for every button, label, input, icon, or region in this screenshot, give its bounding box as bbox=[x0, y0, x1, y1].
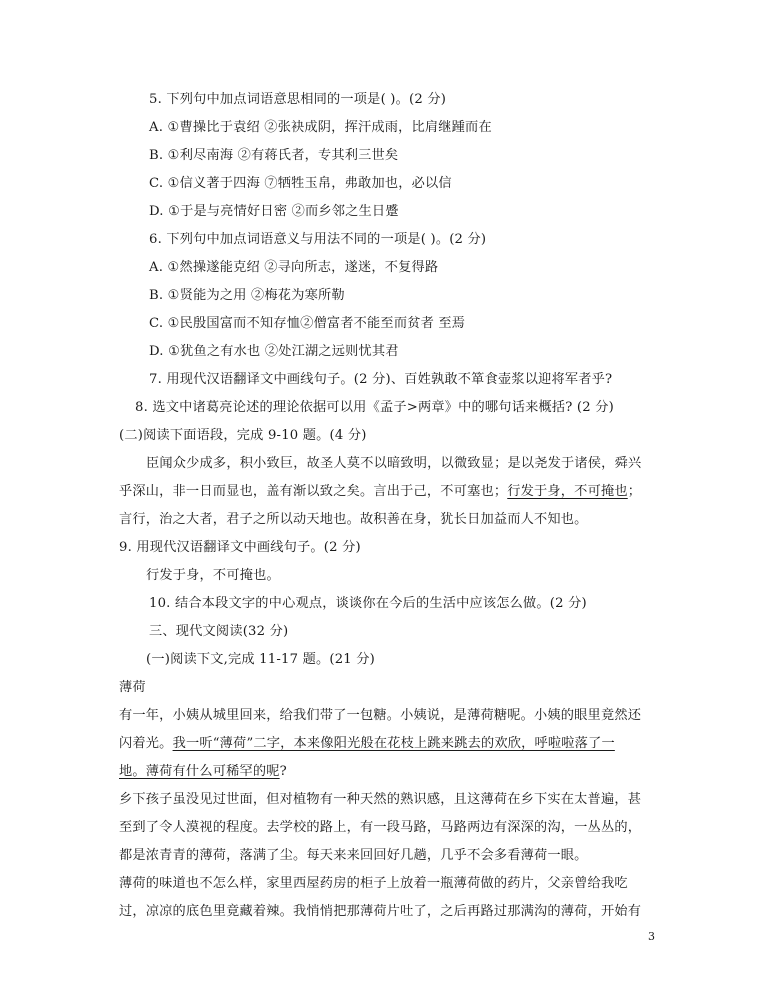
question-10: 10. 结合本段文字的中心观点，谈谈你在今后的生活中应该怎么做。(2 分) bbox=[149, 596, 587, 611]
question-5-option-a: A. ①曹操比于袁绍 ②张袂成阴，挥汗成雨，比肩继踵而在 bbox=[149, 120, 492, 135]
article-text: 闪着光。 bbox=[119, 736, 173, 751]
article-line-8: 过，凉凉的底色里竟藏着辣。我悄悄把那薄荷片吐了，之后再路过那满沟的薄荷，开始有 bbox=[119, 904, 642, 919]
question-6-option-a: A. ①然操遂能克绍 ②寻向所志，遂迷，不复得路 bbox=[149, 260, 439, 275]
question-8: 8. 选文中诸葛亮论述的理论依据可以用《孟子>两章》中的哪句话来概括? (2 分) bbox=[135, 400, 614, 415]
article-line-6: 都是浓青青的薄荷，落满了尘。每天来来回回好几趟，几乎不会多看薄荷一眼。 bbox=[119, 848, 588, 863]
passage-line-3: 言行，治之大者，君子之所以动天地也。故积善在身，犹长日加益而人不知也。 bbox=[119, 512, 588, 527]
article-line-2 bbox=[119, 735, 615, 753]
question-5-option-c: C. ①信义著于四海 ⑦牺牲玉帛，弗敢加也，必以信 bbox=[149, 176, 452, 191]
article-line-7: 薄荷的味道也不怎么样，家里西屋药房的柜子上放着一瓶薄荷做的药片，父亲曾给我吃 bbox=[119, 876, 628, 891]
question-6-option-b: B. ①贤能为之用 ②梅花为寒所勒 bbox=[149, 288, 345, 303]
article-line-1: 有一年，小姨从城里回来，给我们带了一包糖。小姨说，是薄荷糖呢。小姨的眼里竟然还 bbox=[119, 708, 642, 723]
question-5-option-b: B. ①利尽南海 ②有蒋氏者，专其利三世矣 bbox=[149, 148, 399, 163]
article-line-5: 至到了令人漠视的程度。去学校的路上，有一段马路，马路两边有深深的沟，一丛丛的， bbox=[119, 820, 642, 835]
passage-line-2 bbox=[119, 483, 641, 501]
underlined-sentence: 行发于身，不可掩也 bbox=[507, 484, 628, 499]
question-6: 6. 下列句中加点词语意义与用法不同的一项是( )。(2 分) bbox=[149, 232, 487, 247]
punctuation: ? bbox=[279, 764, 287, 779]
underlined-sentence: 我一听“薄荷”二字，本来像阳光般在花枝上跳来跳去的欢欣，呼啦啦落了一 bbox=[172, 736, 615, 751]
question-6-option-c: C. ①民殷国富而不知存恤②僧富者不能至而贫者 至焉 bbox=[149, 316, 466, 331]
question-6-option-d: D. ①犹鱼之有水也 ②处江湖之远则忧其君 bbox=[149, 344, 399, 359]
question-9-sentence: 行发于身，不可掩也。 bbox=[146, 568, 280, 583]
section-3-heading: 三、现代文阅读(32 分) bbox=[149, 624, 289, 639]
page-number: 3 bbox=[648, 930, 655, 943]
article-line-4: 乡下孩子虽没见过世面，但对植物有一种天然的熟识感，且这薄荷在乡下实在太普遍，甚 bbox=[119, 792, 642, 807]
question-5-option-d: D. ①于是与亮情好日密 ②而乡邻之生日蹙 bbox=[149, 204, 399, 219]
section-2-heading: (二)阅读下面语段，完成 9-10 题。(4 分) bbox=[119, 428, 367, 443]
passage-line-1: 臣闻众少成多，积小致巨，故圣人莫不以暗致明，以微致显；是以尧发于诸侯，舜兴 bbox=[146, 456, 642, 471]
question-9: 9. 用现代汉语翻译文中画线句子。(2 分) bbox=[119, 540, 361, 555]
passage-text: 乎深山，非一日而显也，盖有渐以致之矣。言出于己，不可塞也； bbox=[119, 484, 508, 499]
article-title: 薄荷 bbox=[119, 680, 146, 695]
article-line-3 bbox=[119, 763, 287, 781]
underlined-sentence: 地。薄荷有什么可稀罕的呢 bbox=[119, 764, 280, 779]
question-7: 7. 用现代汉语翻译文中画线句子。(2 分)、百姓孰敢不箪食壶浆以迎将军者乎? bbox=[149, 372, 613, 387]
question-5: 5. 下列句中加点词语意思相同的一项是( )。(2 分) bbox=[149, 92, 447, 107]
punctuation: ； bbox=[627, 484, 642, 499]
section-3-part-1-heading: (一)阅读下文,完成 11-17 题。(21 分) bbox=[146, 652, 376, 667]
